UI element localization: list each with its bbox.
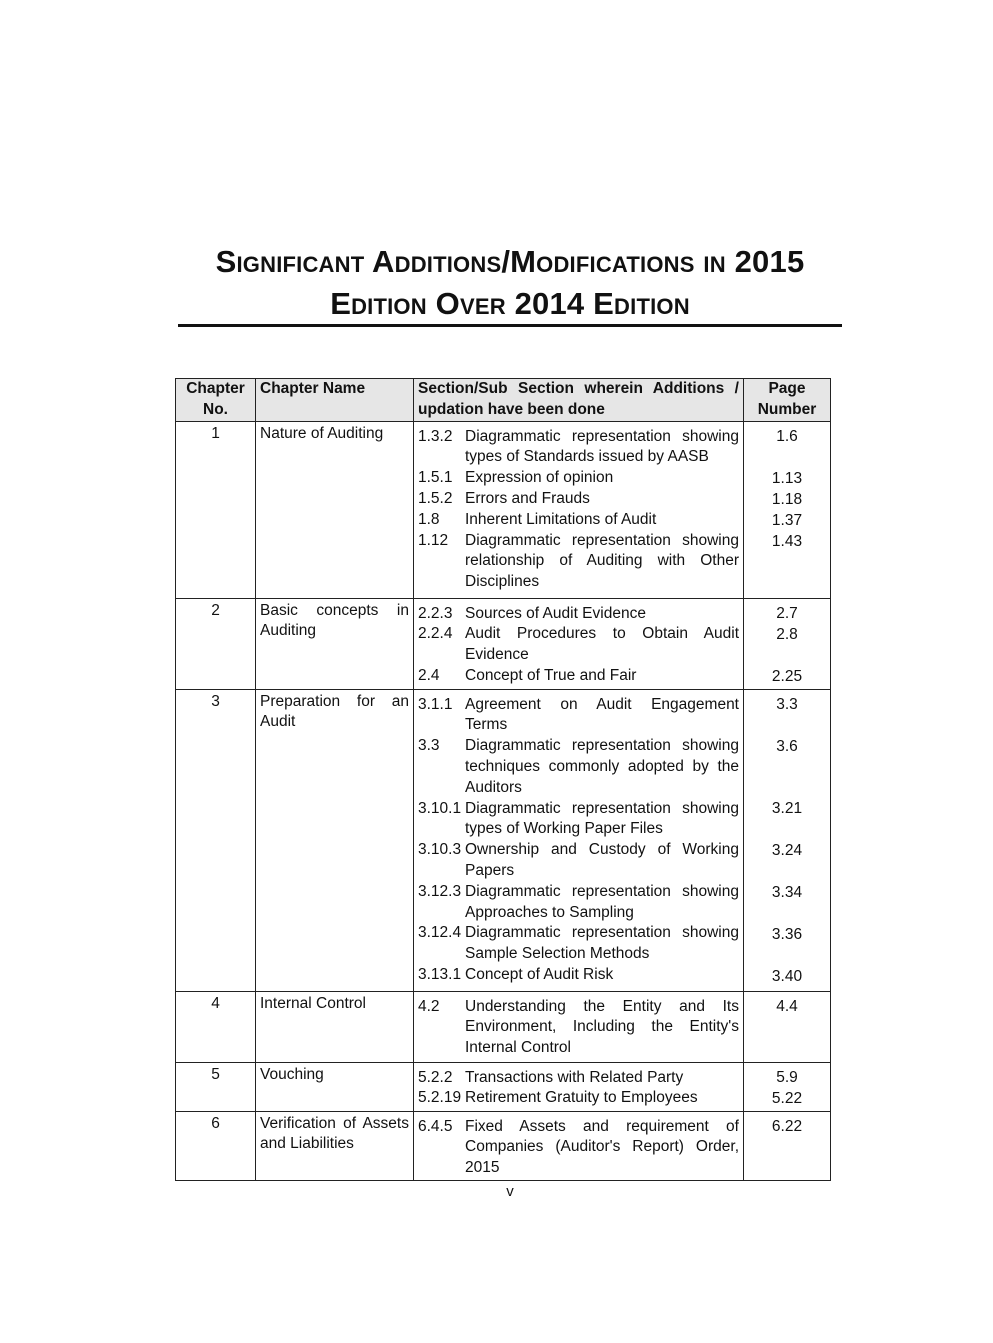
section-number: 5.2.19 bbox=[418, 1089, 462, 1107]
section-number: 3.1.1 bbox=[418, 695, 453, 713]
section-description: Ownership and Custody of Working Papers bbox=[465, 841, 739, 879]
section-description: Concept of Audit Risk bbox=[465, 965, 614, 983]
section-entry bbox=[418, 736, 739, 798]
section-number: 3.10.1 bbox=[418, 799, 462, 817]
page-ref: 1.6 bbox=[776, 427, 798, 445]
page-ref: 1.18 bbox=[771, 490, 803, 508]
section-number: 2.2.3 bbox=[418, 604, 453, 622]
page-ref: 4.4 bbox=[776, 997, 798, 1015]
pages-cell bbox=[744, 598, 831, 689]
section-number: 4.2 bbox=[418, 997, 440, 1015]
section-entry bbox=[418, 427, 739, 469]
section-entry bbox=[418, 1088, 739, 1109]
sections-cell bbox=[414, 991, 744, 1062]
section-entry bbox=[418, 997, 739, 1059]
chapter-name: Preparation for an Audit bbox=[256, 689, 414, 991]
page-ref: 3.36 bbox=[771, 925, 803, 943]
section-number: 1.3.2 bbox=[418, 427, 453, 445]
section-description: Diagrammatic representation showing types of Working Paper Files bbox=[465, 799, 739, 838]
chapter-name: Nature of Auditing bbox=[256, 421, 414, 598]
section-number: 2.2.4 bbox=[418, 625, 453, 643]
section-number: 3.12.3 bbox=[418, 882, 462, 900]
page-ref: 5.9 bbox=[776, 1068, 798, 1086]
section-description: Sources of Audit Evidence bbox=[465, 604, 646, 622]
section-description: Diagrammatic representation showing Approaches to Sampling bbox=[465, 882, 739, 921]
section-description: Understanding the Entity and Its Environment, Including the Entity's Internal Control bbox=[465, 997, 739, 1057]
section-entry bbox=[418, 965, 739, 986]
chapter-name: Vouching bbox=[256, 1062, 414, 1111]
section-entry bbox=[418, 695, 739, 737]
section-entry bbox=[418, 489, 739, 510]
section-number: 2.4 bbox=[418, 666, 440, 684]
page-ref: 6.22 bbox=[771, 1117, 803, 1135]
chapter-no: 6 bbox=[176, 1111, 256, 1180]
table-row bbox=[176, 1062, 831, 1111]
section-description: Diagrammatic representation showing Sample Selection Methods bbox=[465, 924, 739, 963]
chapter-no: 3 bbox=[176, 689, 256, 991]
sections-cell bbox=[414, 1111, 744, 1180]
chapter-name: Verification of Assets and Liabilities bbox=[256, 1111, 414, 1180]
table-row bbox=[176, 1111, 831, 1180]
chapter-no: 2 bbox=[176, 598, 256, 689]
section-entry bbox=[418, 923, 739, 965]
section-number: 3.13.1 bbox=[418, 965, 462, 983]
section-description: Errors and Frauds bbox=[465, 489, 590, 507]
section-entry bbox=[418, 624, 739, 666]
page-ref: 3.40 bbox=[771, 967, 803, 985]
sections-cell bbox=[414, 421, 744, 598]
section-description: Concept of True and Fair bbox=[465, 666, 637, 684]
page-ref: 3.21 bbox=[771, 799, 803, 817]
chapter-no: 1 bbox=[176, 421, 256, 598]
header-chapter-name: Chapter Name bbox=[256, 379, 414, 422]
page-ref: 2.7 bbox=[776, 604, 798, 622]
table-header-row bbox=[176, 379, 831, 422]
chapter-no: 5 bbox=[176, 1062, 256, 1111]
chapter-name: Internal Control bbox=[256, 991, 414, 1062]
page-ref: 3.34 bbox=[771, 883, 803, 901]
page-ref: 1.13 bbox=[771, 469, 803, 487]
section-description: Fixed Assets and requirement of Companies (Auditor's Report) Order, 2015 bbox=[465, 1117, 739, 1177]
section-description: Diagrammatic representation showing techniques commonly adopted by the Auditors bbox=[465, 737, 739, 796]
table-row bbox=[176, 689, 831, 991]
table-row bbox=[176, 598, 831, 689]
table-row bbox=[176, 421, 831, 598]
section-description: Expression of opinion bbox=[465, 469, 614, 487]
header-section: Section/Sub Section wherein Additions / updation have been done bbox=[414, 379, 744, 422]
page-ref: 3.6 bbox=[776, 737, 798, 755]
table-row bbox=[176, 991, 831, 1062]
page-ref: 3.24 bbox=[771, 841, 803, 859]
page-ref: 3.3 bbox=[776, 695, 798, 713]
title-underline bbox=[178, 324, 842, 327]
sections-cell bbox=[414, 689, 744, 991]
page-ref: 2.8 bbox=[776, 625, 798, 643]
header-chapter-no: Chapter No. bbox=[176, 379, 256, 422]
header-page-number: Page Number bbox=[744, 379, 831, 422]
section-description: Retirement Gratuity to Employees bbox=[465, 1089, 698, 1107]
page-number: v bbox=[506, 1183, 514, 1200]
section-number: 5.2.2 bbox=[418, 1068, 453, 1086]
sections-cell bbox=[414, 1062, 744, 1111]
section-number: 3.12.4 bbox=[418, 924, 462, 942]
section-number: 1.12 bbox=[418, 531, 449, 549]
section-entry bbox=[418, 840, 739, 882]
page-ref: 2.25 bbox=[771, 667, 803, 685]
section-description: Audit Procedures to Obtain Audit Evidence bbox=[465, 625, 739, 664]
section-description: Diagrammatic representation showing relationship of Auditing with Other Disciplines bbox=[465, 531, 739, 591]
section-description: Inherent Limitations of Audit bbox=[465, 510, 657, 528]
pages-cell bbox=[744, 689, 831, 991]
section-entry bbox=[418, 799, 739, 841]
page-title-line-1: Significant Additions/Modifications in 2015 bbox=[215, 244, 805, 279]
page-ref: 1.43 bbox=[771, 532, 803, 550]
section-description: Agreement on Audit Engagement Terms bbox=[465, 695, 739, 734]
section-number: 1.8 bbox=[418, 510, 440, 528]
chapter-no: 4 bbox=[176, 991, 256, 1062]
section-entry bbox=[418, 468, 739, 489]
page-ref: 5.22 bbox=[771, 1089, 803, 1107]
chapter-name: Basic concepts in Auditing bbox=[256, 598, 414, 689]
section-number: 6.4.5 bbox=[418, 1117, 453, 1135]
section-number: 1.5.1 bbox=[418, 469, 453, 487]
pages-cell bbox=[744, 421, 831, 598]
section-number: 3.10.3 bbox=[418, 841, 462, 859]
section-entry bbox=[418, 1068, 739, 1089]
page-ref: 1.37 bbox=[771, 511, 803, 529]
section-entry bbox=[418, 1117, 739, 1179]
pages-cell bbox=[744, 991, 831, 1062]
sections-cell bbox=[414, 598, 744, 689]
page-title-line-2: Edition Over 2014 Edition bbox=[330, 286, 690, 321]
modifications-table bbox=[175, 378, 831, 1181]
section-description: Transactions with Related Party bbox=[465, 1068, 684, 1086]
section-number: 3.3 bbox=[418, 737, 440, 755]
section-description: Diagrammatic representation showing types of Standards issued by AASB bbox=[465, 427, 739, 466]
section-entry bbox=[418, 510, 739, 531]
section-entry bbox=[418, 882, 739, 924]
section-number: 1.5.2 bbox=[418, 489, 453, 507]
section-entry bbox=[418, 604, 739, 625]
section-entry bbox=[418, 531, 739, 593]
pages-cell bbox=[744, 1111, 831, 1180]
section-entry bbox=[418, 666, 739, 687]
pages-cell bbox=[744, 1062, 831, 1111]
